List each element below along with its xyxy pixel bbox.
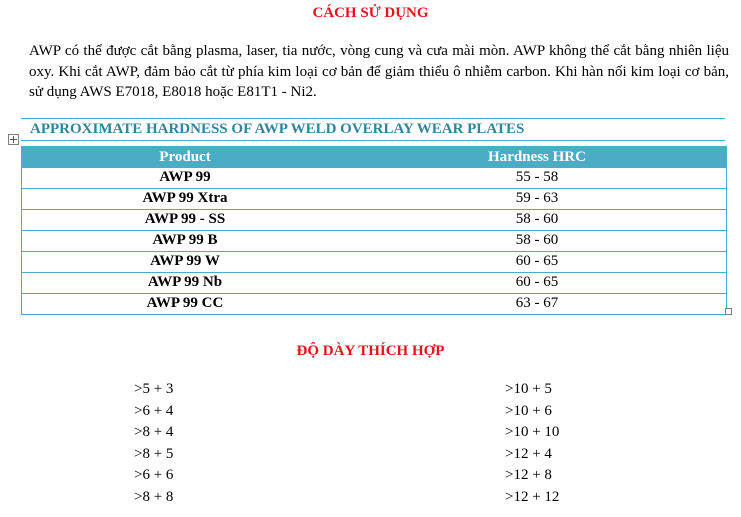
thickness-item: >8 + 8: [134, 488, 174, 505]
thickness-item: >10 + 10: [505, 424, 560, 440]
hardness-cell: 63 - 67: [515, 295, 559, 311]
hardness-cell: 55 - 58: [515, 169, 559, 185]
hardness-cell: 59 - 63: [515, 190, 559, 206]
table-row: [22, 251, 726, 272]
thickness-item: >6 + 4: [134, 402, 174, 419]
table-resize-handle-icon[interactable]: [725, 308, 732, 315]
header-hardness: Hardness HRC: [488, 149, 586, 165]
thickness-item: >12 + 4: [505, 445, 552, 462]
table-row: [22, 167, 726, 188]
thickness-list-right: [505, 379, 559, 508]
thickness-item: >12 + 8: [505, 467, 552, 483]
table-row: [22, 230, 726, 251]
hardness-table: [21, 146, 727, 315]
product-cell: AWP 99 - SS: [144, 211, 226, 227]
product-cell: AWP 99 W: [150, 253, 220, 269]
product-cell: AWP 99 Xtra: [142, 190, 228, 206]
table-row: [22, 272, 726, 293]
thickness-item: >5 + 3: [134, 381, 174, 397]
usage-paragraph: AWP có thể được cắt bằng plasma, laser, tia nước, vòng cung và cưa mài mòn. AWP không thể cắt bằng nhiên liệu oxy. Khi cắt AWP, đảm bảo cắt từ phía kim loại cơ bản để giảm thiểu ô nhiễm carbon. Khi hàn nối kim loại cơ bản, sử dụng AWS E7018, E8018 hoặc E81T1 - Ni2.: [29, 43, 729, 100]
hardness-cell: 58 - 60: [515, 211, 559, 227]
hardness-section-title: APPROXIMATE HARDNESS OF AWP WELD OVERLAY WEAR PLATES: [30, 121, 525, 137]
thickness-item: >6 + 6: [134, 467, 174, 483]
thickness-list-left: [134, 379, 173, 508]
hardness-section-header: [21, 118, 725, 141]
thickness-title: ĐỘ DÀY THÍCH HỢP: [296, 343, 445, 359]
thickness-item: >8 + 4: [134, 424, 174, 440]
table-header-row: [22, 147, 726, 167]
header-product: Product: [159, 149, 211, 165]
product-cell: AWP 99 B: [152, 232, 218, 248]
thickness-item: >10 + 6: [505, 402, 552, 419]
table-row: [22, 209, 726, 230]
hardness-cell: 60 - 65: [515, 253, 559, 269]
thickness-item: >12 + 12: [505, 488, 560, 505]
table-row: [22, 293, 726, 314]
thickness-item: >8 + 5: [134, 445, 174, 462]
product-cell: AWP 99 Nb: [147, 274, 223, 290]
hardness-cell: 58 - 60: [515, 232, 559, 248]
product-cell: AWP 99: [159, 169, 211, 185]
usage-title: CÁCH SỬ DỤNG: [312, 5, 429, 21]
thickness-item: >10 + 5: [505, 381, 552, 397]
table-row: [22, 188, 726, 209]
hardness-cell: 60 - 65: [515, 274, 559, 290]
table-move-handle-icon[interactable]: [8, 134, 19, 145]
product-cell: AWP 99 CC: [146, 295, 224, 311]
